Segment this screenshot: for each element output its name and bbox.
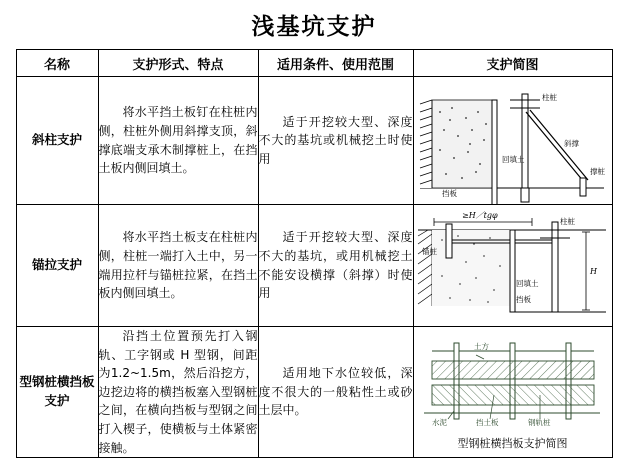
column-header-form: 支护形式、特点 — [98, 50, 258, 77]
anchor-tie-svg — [414, 206, 611, 326]
figure-label: 挡板 — [516, 294, 531, 304]
method-figure-h-pile — [413, 327, 612, 458]
figure-inclined-strut-diagram — [414, 78, 612, 204]
figure-label: 挡板 — [442, 188, 457, 198]
table-row — [16, 205, 612, 327]
figure-label: 锚桩 — [422, 246, 437, 256]
figure-label: 回填土 — [516, 278, 539, 288]
method-form: 沿挡土位置预先打入钢轨、工字钢或 H 型钢，间距为1.2~1.5m，然后沿挖方，边挖边将的横挡板塞入型钢桩之间，在横向挡板与型钢之间打入楔子，使横板与土体紧密接触。 — [98, 327, 258, 458]
page-title: 浅基坑支护 — [251, 13, 377, 40]
figure-caption: 型钢桩横挡板支护简图 — [457, 437, 568, 451]
figure-label: 回填土 — [502, 154, 525, 164]
figure-label: 斜撑 — [564, 138, 579, 148]
method-name: 斜柱支护 — [16, 77, 98, 205]
figure-label: 挡土板 — [476, 418, 499, 428]
figure-label: ≥H／tgφ — [462, 210, 498, 220]
method-name: 型钢桩横挡板支护 — [16, 327, 98, 458]
method-condition: 适于开挖较大型、深度不大的基坑或机械挖土时使用 — [258, 77, 413, 205]
figure-label: H — [590, 266, 597, 276]
method-condition: 适于开挖较大型、深度不大的基坑，或用机械挖土不能安设横撑（斜撑）时使用 — [258, 205, 413, 327]
column-header-figure: 支护简图 — [413, 50, 612, 77]
figure-anchor-tie-diagram — [414, 206, 612, 326]
figure-label: 水泥 — [432, 418, 447, 428]
table-row — [16, 327, 612, 458]
h-pile-svg — [414, 333, 611, 433]
table-header-row — [16, 50, 612, 77]
support-methods-table — [16, 49, 613, 458]
method-form: 将水平挡土板支在柱桩内侧，柱桩一端打入土中，另一端用拉杆与锚桩拉紧，在挡土板内侧回填土。 — [98, 205, 258, 327]
method-form: 将水平挡土板钉在柱桩内侧，柱桩外侧用斜撑支顶，斜撑底端支承木制撑桩上，在挡土板内侧回填土。 — [98, 77, 258, 205]
figure-label: 柱桩 — [542, 92, 557, 102]
figure-h-pile-diagram — [414, 333, 612, 451]
method-name: 锚拉支护 — [16, 205, 98, 327]
method-figure-anchor-tie — [413, 205, 612, 327]
figure-label: 钢轨桩 — [528, 418, 551, 428]
method-condition: 适用地下水位较低，深度不很大的一般粘性土或砂土层中。 — [258, 327, 413, 458]
figure-label: 柱桩 — [560, 216, 575, 226]
column-header-name: 名称 — [16, 50, 98, 77]
method-figure-inclined-strut — [413, 77, 612, 205]
figure-label: 撑桩 — [590, 166, 605, 176]
table-row — [16, 77, 612, 205]
figure-label: 土方 — [474, 342, 489, 352]
column-header-condition: 适用条件、使用范围 — [258, 50, 413, 77]
inclined-strut-svg — [414, 78, 611, 204]
